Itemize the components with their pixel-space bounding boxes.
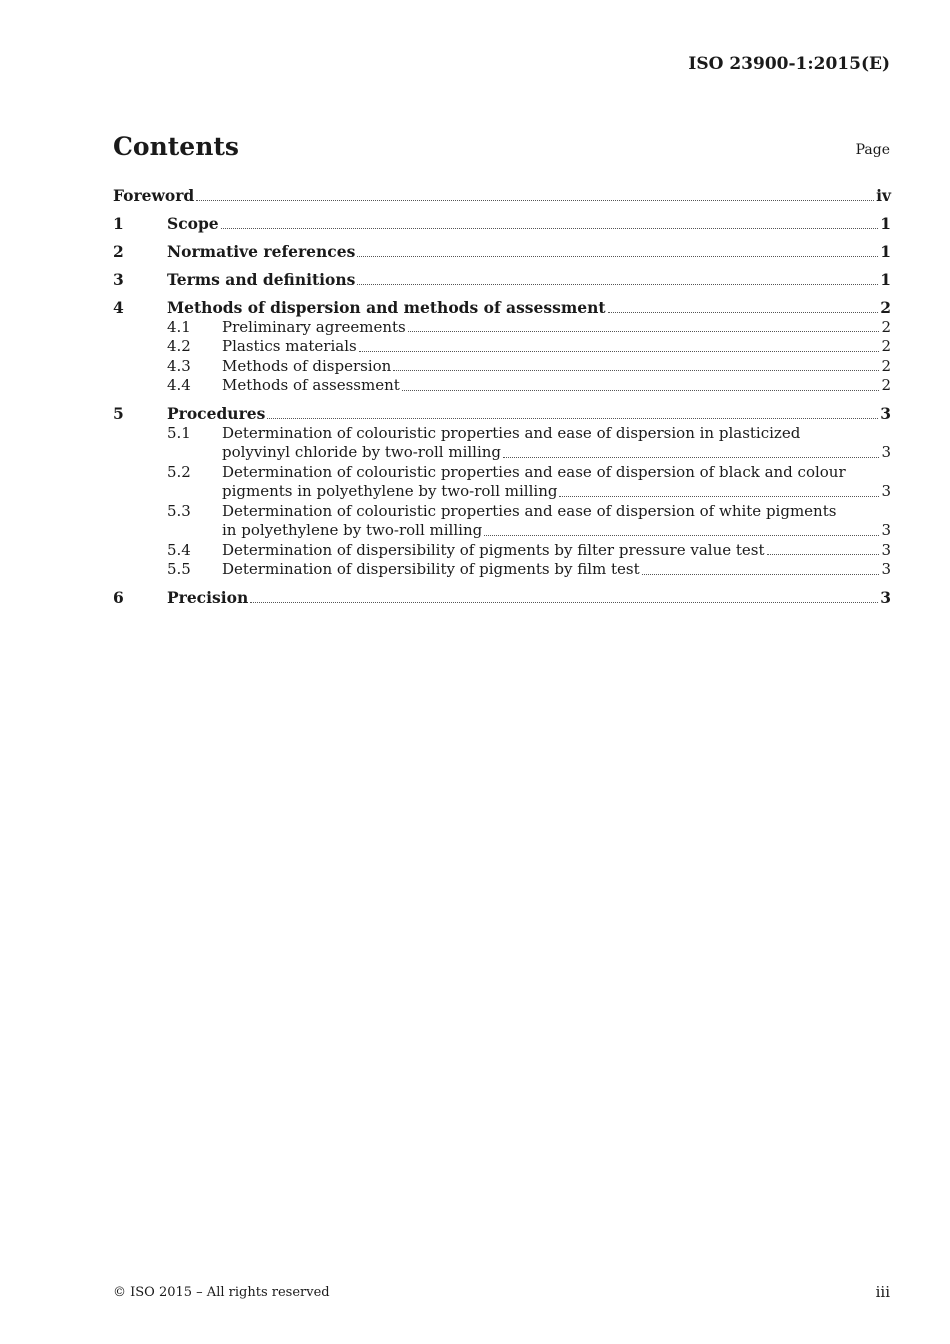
toc-entry-page: 2 bbox=[881, 317, 891, 336]
toc-entry-title: Methods of dispersion and methods of assessment bbox=[167, 298, 606, 317]
toc-entry-number: 1 bbox=[113, 214, 124, 233]
toc-entry-page: 2 bbox=[880, 298, 891, 317]
toc-entry-scope[interactable] bbox=[113, 214, 891, 234]
dot-leader bbox=[484, 534, 879, 536]
toc-entry-title-line2: in polyethylene by two-roll milling bbox=[222, 521, 483, 539]
dot-leader bbox=[559, 495, 879, 497]
toc-entry-page: 3 bbox=[880, 404, 891, 423]
toc-entry-page: 3 bbox=[881, 443, 891, 461]
toc-entry-5-4[interactable] bbox=[113, 541, 891, 561]
contents-title: Contents bbox=[113, 132, 240, 161]
toc-entry-page: iv bbox=[876, 186, 891, 205]
toc-entry-number: 4.4 bbox=[167, 376, 191, 394]
toc-entry-title: Scope bbox=[167, 214, 219, 233]
toc-entry-number: 6 bbox=[113, 588, 124, 607]
toc-entry-page: 1 bbox=[880, 242, 891, 261]
toc-entry-title: Methods of dispersion bbox=[222, 356, 392, 375]
table-of-contents bbox=[113, 186, 891, 608]
toc-entry-4-3[interactable] bbox=[113, 357, 891, 377]
dot-leader bbox=[221, 227, 879, 229]
toc-entry-title: Determination of dispersibility of pigments by filter pressure value test bbox=[222, 540, 765, 559]
toc-entry-title: Foreword bbox=[113, 186, 195, 205]
page-number: iii bbox=[875, 1283, 890, 1301]
toc-entry-5-1[interactable] bbox=[113, 424, 891, 463]
dot-leader bbox=[357, 255, 878, 257]
toc-entry-title: Normative references bbox=[167, 242, 356, 261]
toc-entry-page: 3 bbox=[881, 540, 891, 559]
toc-entry-page: 1 bbox=[880, 270, 891, 289]
toc-entry-page: 1 bbox=[880, 214, 891, 233]
toc-entry-precision[interactable] bbox=[113, 588, 891, 608]
toc-entry-number: 5.2 bbox=[167, 462, 191, 481]
toc-entry-number: 5.1 bbox=[167, 423, 191, 442]
toc-entry-methods[interactable] bbox=[113, 298, 891, 318]
toc-entry-page: 3 bbox=[881, 560, 891, 578]
toc-entry-number: 4.3 bbox=[167, 356, 191, 375]
page-column-label: Page bbox=[855, 142, 890, 158]
toc-entry-number: 5.4 bbox=[167, 540, 191, 559]
document-id: ISO 23900-1:2015(E) bbox=[688, 54, 890, 74]
toc-entry-number: 3 bbox=[113, 270, 124, 289]
dot-leader bbox=[393, 369, 879, 371]
toc-entry-title-line2: polyvinyl chloride by two-roll milling bbox=[222, 443, 502, 461]
toc-entry-title-line2: pigments in polyethylene by two-roll milling bbox=[222, 482, 558, 500]
toc-entry-number: 4.1 bbox=[167, 317, 191, 336]
toc-entry-number: 4 bbox=[113, 298, 124, 317]
toc-entry-4-1[interactable] bbox=[113, 318, 891, 338]
toc-entry-title-line1: Determination of colouristic properties and ease of dispersion of white pigments bbox=[222, 501, 837, 520]
toc-entry-number: 4.2 bbox=[167, 337, 191, 355]
dot-leader bbox=[608, 311, 879, 313]
toc-entry-title: Procedures bbox=[167, 404, 266, 423]
toc-entry-normative-references[interactable] bbox=[113, 242, 891, 262]
toc-entry-foreword[interactable] bbox=[113, 186, 891, 206]
dot-leader bbox=[642, 573, 880, 575]
toc-entry-4-2[interactable] bbox=[113, 337, 891, 357]
toc-entry-procedures[interactable] bbox=[113, 404, 891, 424]
dot-leader bbox=[196, 199, 874, 201]
toc-entry-page: 2 bbox=[881, 376, 891, 394]
toc-entry-5-2[interactable] bbox=[113, 463, 891, 502]
dot-leader bbox=[402, 389, 880, 391]
toc-entry-5-3[interactable] bbox=[113, 502, 891, 541]
dot-leader bbox=[357, 283, 878, 285]
toc-entry-title: Determination of dispersibility of pigments by film test bbox=[222, 560, 640, 578]
toc-entry-number: 2 bbox=[113, 242, 124, 261]
toc-entry-title: Preliminary agreements bbox=[222, 317, 406, 336]
toc-entry-title: Precision bbox=[167, 588, 249, 607]
dot-leader bbox=[408, 330, 880, 332]
toc-entry-terms-and-definitions[interactable] bbox=[113, 270, 891, 290]
toc-entry-page: 3 bbox=[881, 521, 891, 539]
dot-leader bbox=[767, 553, 880, 555]
toc-entry-title-line1: Determination of colouristic properties and ease of dispersion in plasticized bbox=[222, 423, 801, 442]
toc-entry-title: Methods of assessment bbox=[222, 376, 400, 394]
toc-entry-page: 2 bbox=[881, 356, 891, 375]
toc-entry-5-5[interactable] bbox=[113, 560, 891, 580]
toc-entry-page: 2 bbox=[881, 337, 891, 355]
toc-entry-number: 5 bbox=[113, 404, 124, 423]
toc-entry-page: 3 bbox=[880, 588, 891, 607]
toc-entry-4-4[interactable] bbox=[113, 376, 891, 396]
toc-entry-title: Plastics materials bbox=[222, 337, 357, 355]
toc-entry-page: 3 bbox=[881, 482, 891, 500]
toc-entry-title: Terms and definitions bbox=[167, 270, 356, 289]
toc-entry-number: 5.3 bbox=[167, 501, 191, 520]
dot-leader bbox=[267, 417, 878, 419]
toc-entry-number: 5.5 bbox=[167, 560, 191, 578]
copyright-notice: © ISO 2015 – All rights reserved bbox=[113, 1285, 330, 1300]
dot-leader bbox=[250, 601, 878, 603]
dot-leader bbox=[359, 350, 880, 352]
dot-leader bbox=[503, 456, 879, 458]
toc-entry-title-line1: Determination of colouristic properties and ease of dispersion of black and colour bbox=[222, 462, 846, 481]
